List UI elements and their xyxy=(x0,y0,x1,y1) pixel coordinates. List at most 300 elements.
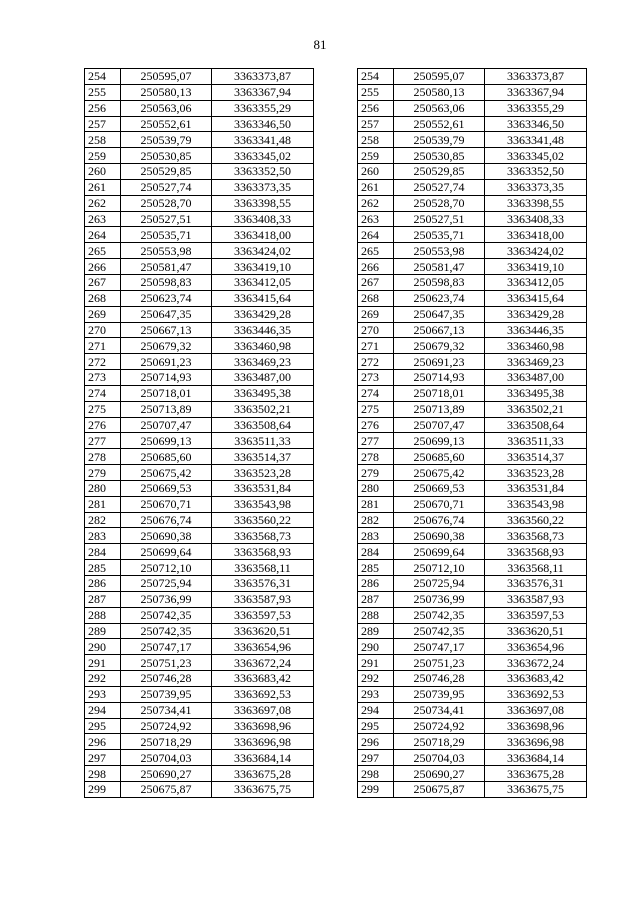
table-row xyxy=(358,655,587,671)
point-number-cell: 290 xyxy=(85,639,121,655)
point-number-cell: 273 xyxy=(85,370,121,386)
point-number-cell: 283 xyxy=(358,528,394,544)
table-row xyxy=(85,179,314,195)
y-coordinate-cell: 3363367,94 xyxy=(485,84,587,100)
y-coordinate-cell: 3363424,02 xyxy=(212,243,314,259)
y-coordinate-cell: 3363355,29 xyxy=(485,100,587,116)
table-row xyxy=(85,449,314,465)
y-coordinate-cell: 3363495,38 xyxy=(485,385,587,401)
x-coordinate-cell: 250679,32 xyxy=(394,338,485,354)
point-number-cell: 269 xyxy=(85,306,121,322)
y-coordinate-cell: 3363355,29 xyxy=(212,100,314,116)
point-number-cell: 265 xyxy=(85,243,121,259)
table-row xyxy=(85,512,314,528)
y-coordinate-cell: 3363495,38 xyxy=(212,385,314,401)
table-row xyxy=(358,116,587,132)
point-number-cell: 296 xyxy=(358,734,394,750)
y-coordinate-cell: 3363620,51 xyxy=(485,623,587,639)
table-row xyxy=(85,354,314,370)
x-coordinate-cell: 250581,47 xyxy=(121,259,212,275)
coordinates-table-right xyxy=(357,68,587,798)
point-number-cell: 298 xyxy=(358,766,394,782)
point-number-cell: 280 xyxy=(358,480,394,496)
table-row xyxy=(358,781,587,797)
x-coordinate-cell: 250751,23 xyxy=(121,655,212,671)
point-number-cell: 262 xyxy=(85,195,121,211)
x-coordinate-cell: 250690,38 xyxy=(394,528,485,544)
x-coordinate-cell: 250707,47 xyxy=(121,417,212,433)
x-coordinate-cell: 250670,71 xyxy=(121,496,212,512)
y-coordinate-cell: 3363587,93 xyxy=(485,591,587,607)
x-coordinate-cell: 250529,85 xyxy=(121,164,212,180)
table-row xyxy=(85,211,314,227)
x-coordinate-cell: 250699,13 xyxy=(121,433,212,449)
point-number-cell: 269 xyxy=(358,306,394,322)
x-coordinate-cell: 250736,99 xyxy=(394,591,485,607)
x-coordinate-cell: 250676,74 xyxy=(121,512,212,528)
table-row xyxy=(358,322,587,338)
point-number-cell: 271 xyxy=(85,338,121,354)
x-coordinate-cell: 250623,74 xyxy=(121,290,212,306)
x-coordinate-cell: 250690,27 xyxy=(394,766,485,782)
point-number-cell: 274 xyxy=(85,385,121,401)
point-number-cell: 289 xyxy=(85,623,121,639)
table-row xyxy=(358,100,587,116)
table-row xyxy=(358,179,587,195)
table-row xyxy=(85,116,314,132)
x-coordinate-cell: 250528,70 xyxy=(394,195,485,211)
x-coordinate-cell: 250718,01 xyxy=(121,385,212,401)
table-row xyxy=(358,576,587,592)
point-number-cell: 262 xyxy=(358,195,394,211)
y-coordinate-cell: 3363511,33 xyxy=(212,433,314,449)
table-row xyxy=(85,750,314,766)
y-coordinate-cell: 3363446,35 xyxy=(485,322,587,338)
y-coordinate-cell: 3363352,50 xyxy=(485,164,587,180)
x-coordinate-cell: 250595,07 xyxy=(121,69,212,85)
point-number-cell: 289 xyxy=(358,623,394,639)
y-coordinate-cell: 3363696,98 xyxy=(485,734,587,750)
table-row xyxy=(85,465,314,481)
point-number-cell: 292 xyxy=(358,671,394,687)
table-row xyxy=(358,338,587,354)
x-coordinate-cell: 250667,13 xyxy=(394,322,485,338)
y-coordinate-cell: 3363412,05 xyxy=(485,274,587,290)
point-number-cell: 278 xyxy=(358,449,394,465)
table-row xyxy=(85,702,314,718)
x-coordinate-cell: 250690,27 xyxy=(121,766,212,782)
x-coordinate-cell: 250712,10 xyxy=(121,560,212,576)
x-coordinate-cell: 250676,74 xyxy=(394,512,485,528)
x-coordinate-cell: 250742,35 xyxy=(121,623,212,639)
y-coordinate-cell: 3363523,28 xyxy=(485,465,587,481)
y-coordinate-cell: 3363531,84 xyxy=(212,480,314,496)
point-number-cell: 294 xyxy=(85,702,121,718)
table-row xyxy=(358,718,587,734)
x-coordinate-cell: 250718,01 xyxy=(394,385,485,401)
table-row xyxy=(358,132,587,148)
table-row xyxy=(85,623,314,639)
x-coordinate-cell: 250675,42 xyxy=(121,465,212,481)
y-coordinate-cell: 3363697,08 xyxy=(485,702,587,718)
point-number-cell: 259 xyxy=(358,148,394,164)
coordinates-table-right-body xyxy=(358,69,587,798)
x-coordinate-cell: 250530,85 xyxy=(121,148,212,164)
x-coordinate-cell: 250718,29 xyxy=(121,734,212,750)
table-row xyxy=(358,465,587,481)
x-coordinate-cell: 250552,61 xyxy=(394,116,485,132)
y-coordinate-cell: 3363698,96 xyxy=(212,718,314,734)
coordinates-table-left-body xyxy=(85,69,314,798)
table-row xyxy=(358,750,587,766)
y-coordinate-cell: 3363419,10 xyxy=(212,259,314,275)
table-row xyxy=(358,766,587,782)
x-coordinate-cell: 250713,89 xyxy=(394,401,485,417)
point-number-cell: 287 xyxy=(85,591,121,607)
point-number-cell: 264 xyxy=(85,227,121,243)
x-coordinate-cell: 250595,07 xyxy=(394,69,485,85)
table-row xyxy=(85,148,314,164)
table-row xyxy=(85,781,314,797)
point-number-cell: 268 xyxy=(358,290,394,306)
y-coordinate-cell: 3363560,22 xyxy=(485,512,587,528)
x-coordinate-cell: 250528,70 xyxy=(121,195,212,211)
point-number-cell: 277 xyxy=(358,433,394,449)
table-row xyxy=(358,686,587,702)
y-coordinate-cell: 3363684,14 xyxy=(485,750,587,766)
y-coordinate-cell: 3363373,87 xyxy=(485,69,587,85)
y-coordinate-cell: 3363469,23 xyxy=(485,354,587,370)
y-coordinate-cell: 3363672,24 xyxy=(485,655,587,671)
table-row xyxy=(85,243,314,259)
table-row xyxy=(358,480,587,496)
y-coordinate-cell: 3363543,98 xyxy=(212,496,314,512)
table-row xyxy=(85,274,314,290)
point-number-cell: 299 xyxy=(85,781,121,797)
table-row xyxy=(85,528,314,544)
point-number-cell: 277 xyxy=(85,433,121,449)
y-coordinate-cell: 3363514,37 xyxy=(212,449,314,465)
table-row xyxy=(85,195,314,211)
x-coordinate-cell: 250746,28 xyxy=(394,671,485,687)
y-coordinate-cell: 3363502,21 xyxy=(485,401,587,417)
x-coordinate-cell: 250553,98 xyxy=(121,243,212,259)
y-coordinate-cell: 3363341,48 xyxy=(212,132,314,148)
x-coordinate-cell: 250667,13 xyxy=(121,322,212,338)
point-number-cell: 257 xyxy=(358,116,394,132)
point-number-cell: 293 xyxy=(358,686,394,702)
table-row xyxy=(358,702,587,718)
x-coordinate-cell: 250535,71 xyxy=(394,227,485,243)
x-coordinate-cell: 250580,13 xyxy=(121,84,212,100)
point-number-cell: 285 xyxy=(358,560,394,576)
point-number-cell: 254 xyxy=(358,69,394,85)
table-row xyxy=(85,639,314,655)
point-number-cell: 288 xyxy=(358,607,394,623)
y-coordinate-cell: 3363508,64 xyxy=(212,417,314,433)
y-coordinate-cell: 3363346,50 xyxy=(485,116,587,132)
x-coordinate-cell: 250699,64 xyxy=(394,544,485,560)
x-coordinate-cell: 250675,42 xyxy=(394,465,485,481)
point-number-cell: 272 xyxy=(85,354,121,370)
y-coordinate-cell: 3363523,28 xyxy=(212,465,314,481)
point-number-cell: 294 xyxy=(358,702,394,718)
x-coordinate-cell: 250691,23 xyxy=(394,354,485,370)
y-coordinate-cell: 3363692,53 xyxy=(212,686,314,702)
table-row xyxy=(85,671,314,687)
table-row xyxy=(85,290,314,306)
table-row xyxy=(85,607,314,623)
y-coordinate-cell: 3363543,98 xyxy=(485,496,587,512)
y-coordinate-cell: 3363511,33 xyxy=(485,433,587,449)
x-coordinate-cell: 250746,28 xyxy=(121,671,212,687)
point-number-cell: 281 xyxy=(85,496,121,512)
x-coordinate-cell: 250527,74 xyxy=(394,179,485,195)
point-number-cell: 278 xyxy=(85,449,121,465)
y-coordinate-cell: 3363683,42 xyxy=(485,671,587,687)
point-number-cell: 290 xyxy=(358,639,394,655)
table-row xyxy=(85,84,314,100)
point-number-cell: 284 xyxy=(358,544,394,560)
point-number-cell: 275 xyxy=(85,401,121,417)
y-coordinate-cell: 3363398,55 xyxy=(212,195,314,211)
x-coordinate-cell: 250647,35 xyxy=(394,306,485,322)
y-coordinate-cell: 3363697,08 xyxy=(212,702,314,718)
x-coordinate-cell: 250535,71 xyxy=(121,227,212,243)
x-coordinate-cell: 250675,87 xyxy=(394,781,485,797)
table-row xyxy=(358,401,587,417)
x-coordinate-cell: 250724,92 xyxy=(394,718,485,734)
x-coordinate-cell: 250713,89 xyxy=(121,401,212,417)
point-number-cell: 291 xyxy=(358,655,394,671)
y-coordinate-cell: 3363675,28 xyxy=(212,766,314,782)
y-coordinate-cell: 3363487,00 xyxy=(485,370,587,386)
point-number-cell: 293 xyxy=(85,686,121,702)
table-row xyxy=(85,306,314,322)
point-number-cell: 271 xyxy=(358,338,394,354)
x-coordinate-cell: 250527,51 xyxy=(121,211,212,227)
y-coordinate-cell: 3363367,94 xyxy=(212,84,314,100)
table-row xyxy=(85,591,314,607)
y-coordinate-cell: 3363508,64 xyxy=(485,417,587,433)
y-coordinate-cell: 3363620,51 xyxy=(212,623,314,639)
y-coordinate-cell: 3363460,98 xyxy=(212,338,314,354)
x-coordinate-cell: 250679,32 xyxy=(121,338,212,354)
y-coordinate-cell: 3363415,64 xyxy=(212,290,314,306)
point-number-cell: 267 xyxy=(85,274,121,290)
x-coordinate-cell: 250669,53 xyxy=(394,480,485,496)
point-number-cell: 266 xyxy=(358,259,394,275)
y-coordinate-cell: 3363672,24 xyxy=(212,655,314,671)
table-row xyxy=(85,401,314,417)
y-coordinate-cell: 3363654,96 xyxy=(212,639,314,655)
y-coordinate-cell: 3363408,33 xyxy=(212,211,314,227)
point-number-cell: 258 xyxy=(85,132,121,148)
x-coordinate-cell: 250707,47 xyxy=(394,417,485,433)
y-coordinate-cell: 3363597,53 xyxy=(212,607,314,623)
y-coordinate-cell: 3363341,48 xyxy=(485,132,587,148)
y-coordinate-cell: 3363560,22 xyxy=(212,512,314,528)
y-coordinate-cell: 3363345,02 xyxy=(212,148,314,164)
point-number-cell: 260 xyxy=(85,164,121,180)
point-number-cell: 263 xyxy=(358,211,394,227)
table-row xyxy=(85,480,314,496)
point-number-cell: 295 xyxy=(358,718,394,734)
table-row xyxy=(358,227,587,243)
y-coordinate-cell: 3363576,31 xyxy=(212,576,314,592)
x-coordinate-cell: 250699,64 xyxy=(121,544,212,560)
point-number-cell: 292 xyxy=(85,671,121,687)
point-number-cell: 263 xyxy=(85,211,121,227)
y-coordinate-cell: 3363692,53 xyxy=(485,686,587,702)
coordinates-table-left xyxy=(84,68,314,798)
point-number-cell: 274 xyxy=(358,385,394,401)
table-row xyxy=(85,417,314,433)
y-coordinate-cell: 3363345,02 xyxy=(485,148,587,164)
table-row xyxy=(85,655,314,671)
x-coordinate-cell: 250598,83 xyxy=(121,274,212,290)
x-coordinate-cell: 250563,06 xyxy=(394,100,485,116)
point-number-cell: 255 xyxy=(358,84,394,100)
table-row xyxy=(358,623,587,639)
y-coordinate-cell: 3363568,73 xyxy=(212,528,314,544)
point-number-cell: 270 xyxy=(85,322,121,338)
table-row xyxy=(85,322,314,338)
table-row xyxy=(358,84,587,100)
y-coordinate-cell: 3363675,75 xyxy=(485,781,587,797)
table-row xyxy=(85,164,314,180)
table-row xyxy=(85,433,314,449)
y-coordinate-cell: 3363654,96 xyxy=(485,639,587,655)
point-number-cell: 268 xyxy=(85,290,121,306)
y-coordinate-cell: 3363514,37 xyxy=(485,449,587,465)
point-number-cell: 276 xyxy=(85,417,121,433)
y-coordinate-cell: 3363531,84 xyxy=(485,480,587,496)
table-row xyxy=(85,385,314,401)
x-coordinate-cell: 250747,17 xyxy=(121,639,212,655)
table-row xyxy=(358,607,587,623)
y-coordinate-cell: 3363429,28 xyxy=(485,306,587,322)
x-coordinate-cell: 250725,94 xyxy=(121,576,212,592)
y-coordinate-cell: 3363346,50 xyxy=(212,116,314,132)
table-row xyxy=(358,259,587,275)
table-row xyxy=(358,512,587,528)
x-coordinate-cell: 250552,61 xyxy=(121,116,212,132)
table-row xyxy=(85,338,314,354)
table-row xyxy=(358,370,587,386)
x-coordinate-cell: 250699,13 xyxy=(394,433,485,449)
y-coordinate-cell: 3363429,28 xyxy=(212,306,314,322)
y-coordinate-cell: 3363373,35 xyxy=(485,179,587,195)
point-number-cell: 297 xyxy=(358,750,394,766)
point-number-cell: 295 xyxy=(85,718,121,734)
table-row xyxy=(85,718,314,734)
y-coordinate-cell: 3363698,96 xyxy=(485,718,587,734)
point-number-cell: 261 xyxy=(85,179,121,195)
y-coordinate-cell: 3363487,00 xyxy=(212,370,314,386)
y-coordinate-cell: 3363446,35 xyxy=(212,322,314,338)
point-number-cell: 287 xyxy=(358,591,394,607)
y-coordinate-cell: 3363597,53 xyxy=(485,607,587,623)
y-coordinate-cell: 3363675,75 xyxy=(212,781,314,797)
y-coordinate-cell: 3363415,64 xyxy=(485,290,587,306)
point-number-cell: 285 xyxy=(85,560,121,576)
table-row xyxy=(85,544,314,560)
table-row xyxy=(85,734,314,750)
point-number-cell: 286 xyxy=(85,576,121,592)
table-row xyxy=(85,69,314,85)
x-coordinate-cell: 250539,79 xyxy=(121,132,212,148)
x-coordinate-cell: 250714,93 xyxy=(121,370,212,386)
table-row xyxy=(358,195,587,211)
x-coordinate-cell: 250623,74 xyxy=(394,290,485,306)
y-coordinate-cell: 3363568,11 xyxy=(212,560,314,576)
point-number-cell: 272 xyxy=(358,354,394,370)
y-coordinate-cell: 3363576,31 xyxy=(485,576,587,592)
x-coordinate-cell: 250670,71 xyxy=(394,496,485,512)
point-number-cell: 266 xyxy=(85,259,121,275)
point-number-cell: 267 xyxy=(358,274,394,290)
x-coordinate-cell: 250736,99 xyxy=(121,591,212,607)
table-row xyxy=(358,528,587,544)
table-row xyxy=(85,560,314,576)
y-coordinate-cell: 3363568,11 xyxy=(485,560,587,576)
x-coordinate-cell: 250690,38 xyxy=(121,528,212,544)
y-coordinate-cell: 3363419,10 xyxy=(485,259,587,275)
table-row xyxy=(358,306,587,322)
table-row xyxy=(85,496,314,512)
point-number-cell: 259 xyxy=(85,148,121,164)
y-coordinate-cell: 3363424,02 xyxy=(485,243,587,259)
table-row xyxy=(85,576,314,592)
x-coordinate-cell: 250751,23 xyxy=(394,655,485,671)
table-row xyxy=(85,132,314,148)
table-row xyxy=(358,354,587,370)
x-coordinate-cell: 250527,74 xyxy=(121,179,212,195)
x-coordinate-cell: 250734,41 xyxy=(394,702,485,718)
table-row xyxy=(358,69,587,85)
point-number-cell: 257 xyxy=(85,116,121,132)
y-coordinate-cell: 3363568,93 xyxy=(212,544,314,560)
x-coordinate-cell: 250742,35 xyxy=(121,607,212,623)
point-number-cell: 261 xyxy=(358,179,394,195)
table-row xyxy=(358,148,587,164)
y-coordinate-cell: 3363398,55 xyxy=(485,195,587,211)
point-number-cell: 276 xyxy=(358,417,394,433)
table-row xyxy=(358,274,587,290)
table-row xyxy=(358,164,587,180)
point-number-cell: 282 xyxy=(85,512,121,528)
point-number-cell: 298 xyxy=(85,766,121,782)
point-number-cell: 256 xyxy=(85,100,121,116)
y-coordinate-cell: 3363696,98 xyxy=(212,734,314,750)
y-coordinate-cell: 3363587,93 xyxy=(212,591,314,607)
point-number-cell: 288 xyxy=(85,607,121,623)
x-coordinate-cell: 250669,53 xyxy=(121,480,212,496)
table-row xyxy=(85,100,314,116)
x-coordinate-cell: 250598,83 xyxy=(394,274,485,290)
table-row xyxy=(358,211,587,227)
point-number-cell: 291 xyxy=(85,655,121,671)
x-coordinate-cell: 250712,10 xyxy=(394,560,485,576)
x-coordinate-cell: 250685,60 xyxy=(121,449,212,465)
y-coordinate-cell: 3363469,23 xyxy=(212,354,314,370)
table-row xyxy=(358,496,587,512)
table-row xyxy=(358,734,587,750)
point-number-cell: 296 xyxy=(85,734,121,750)
x-coordinate-cell: 250718,29 xyxy=(394,734,485,750)
y-coordinate-cell: 3363408,33 xyxy=(485,211,587,227)
